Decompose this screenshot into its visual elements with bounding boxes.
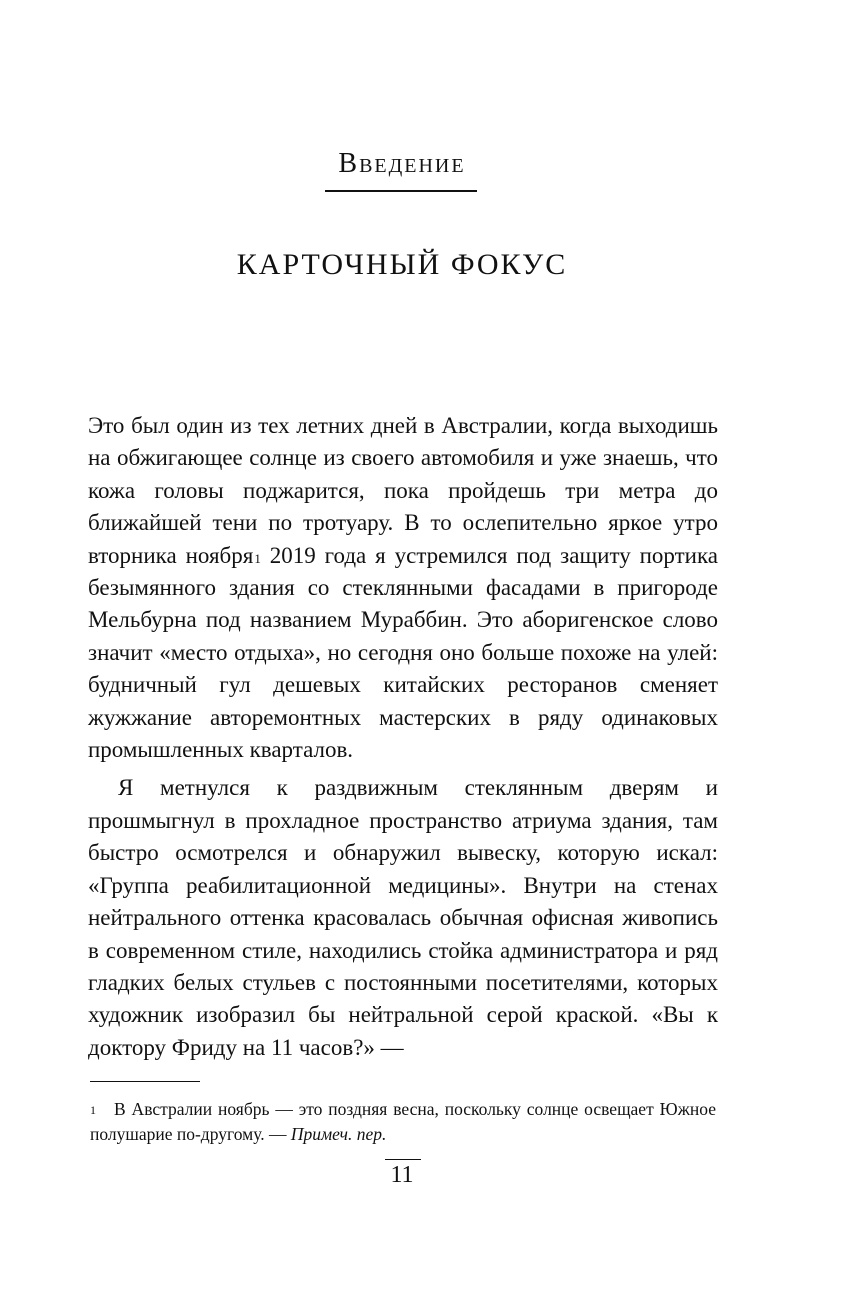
page-number-rule [385,1159,421,1160]
body-text [88,410,718,1064]
paragraph-1-text-start: Это был один из тех летних дней в Австралии, когда выходишь на обжигающее солнце из своего автомобиля и уже знаешь, что кожа головы поджарится, пока пройдешь три метра до ближайшей тени по тротуару. В то ослепительно яркое утро вторника ноября [88,413,718,568]
paragraph-1-text-end: 2019 года я устремился под защиту портика безымянного здания со стеклянными фасадами в пригороде Мельбурна под названием Мураббин. Это аборигенское слово значит «место отдыха», но сегодня оно больше похоже на улей: будничный гул дешевых китайских ресторанов сменяет жужжание авторемонтных мастерских в ряду одинаковых промышленных кварталов. [88,542,719,763]
chapter-title: КАРТОЧНЫЙ ФОКУС [236,248,568,281]
page-number: 11 [390,1162,414,1188]
paragraph-2: Я метнулся к раздвижным стеклянным дверям и прошмыгнул в прохладное пространство атриума здания, там быстро осмотрелся и обнаружил вывеску, которую искал: «Группа реабилитационной медицины». Внутри на стенах нейтрального оттенка красовалась обычная офисная живопись в современном стиле, находились стойка администратора и ряд гладких белых стульев с постоянными посетителями, которых художник изобразил бы нейтральной серой краской. «Вы к доктору Фриду на 11 часов?» — [88,775,718,1060]
footnote [90,1097,716,1147]
paragraph-1 [88,410,718,766]
footnote-separator [90,1081,200,1082]
footnote-translator-note: Примеч. пер. [290,1124,387,1144]
chapter-label: Введение [338,148,466,179]
footnote-reference[interactable]: 1 [254,550,261,566]
footnote-number: 1 [90,1103,96,1117]
chapter-label-underline [325,190,477,192]
footnote-text: В Австралии ноябрь — это поздняя весна, поскольку солнце освещает Южное полушарие по-другому. — [90,1099,716,1144]
